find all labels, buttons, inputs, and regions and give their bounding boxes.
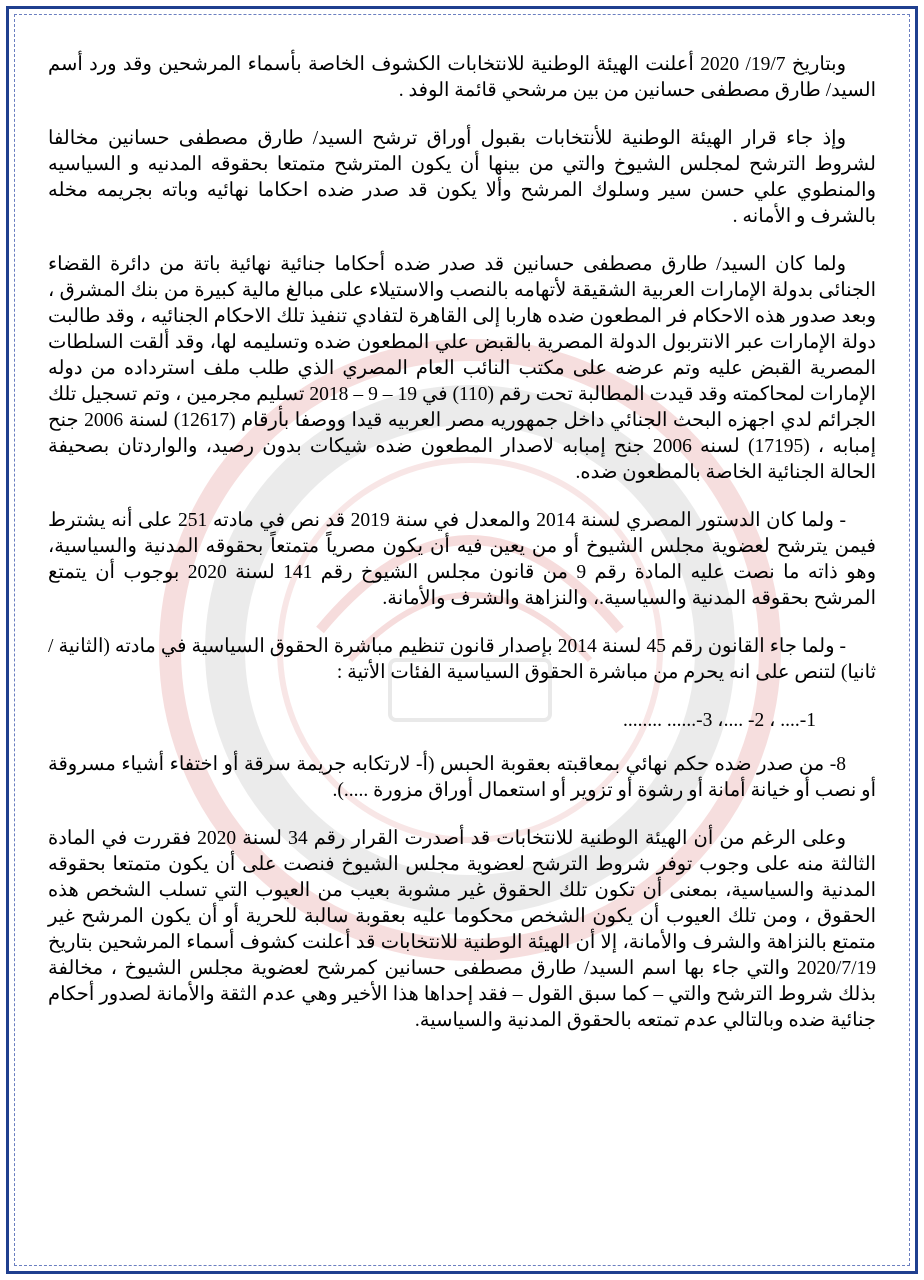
paragraph-criminal-record: ولما كان السيد/ طارق مصطفى حسانين قد صدر ضده أحكاما جنائية نهائية باتة من دائرة القضاء الجنائى بدولة الإمارات العربية الشقيقة لأتهامه بالنصب والاستيلاء على مبالغ مالية كبيرة من بنك المشرق ، وبعد صدور هذه الاحكام فر المطعون ضده هاربا إلى القاهرة لتفادي تنفيذ تلك الاحكام الجنائيه ، وقد طالبت دولة الإمارات عبر الانتربول الدولة المصرية بالقبض علي المطعون ضده وتسليمه لها، وقد ألقت السلطات المصرية القبض عليه وتم عرضه على مكتب النائب العام المصري الذي طلب ملف استرداده من دوله الإمارات لمحاكمته وقد قيدت المطالبة تحت رقم (110) في 19 – 9 – 2018 تسليم مجرمين ، وتم تسجيل تلك الجرائم لدي اجهزه البحث الجنائي داخل جمهوريه مصر العربيه قيدا ووصفا بأرقام (12617) لسنة 2006 جنح إمبابه ، (17195) لسنه 2006 جنح إمبابه لاصدار المطعون ضده شيكات بدون رصيد، والواردتان بصحيفة الحالة الجنائية الخاصة بالمطعون ضده.	[48, 254, 877, 483]
paragraph-list-items: 1-.... ، 2- ....، 3-...... ........	[623, 710, 816, 731]
paragraph-decision: وإذ جاء قرار الهيئة الوطنية للأنتخابات بقبول أوراق ترشح السيد/ طارق مصطفى حسانين مخالفا لشروط الترشح لمجلس الشيوخ والتي من بينها أن يكون المترشح متمتعا بحقوقه المدنيه و السياسيه والمنطوي علي حسن سير وسلوك المرشح وألا يكون قد صدر ضده احكاما نهائيه وباته بجريمه مخله بالشرف و الأمانه .	[48, 128, 876, 227]
paragraph-item-8: 8- من صدر ضده حكم نهائي بمعاقبته بعقوبة الحبس (أ- لارتكابه جريمة سرقة أو اختفاء أشياء مسروقة أو نصب أو خيانة أمانة أو رشوة أو تزوير أو استعمال أوراق مزورة .....).	[48, 754, 876, 801]
paragraph-constitution: - ولما كان الدستور المصري لسنة 2014 والمعدل في سنة 2019 قد نص في مادته 251 على أنه يشترط فيمن يترشح لعضوية مجلس الشيوخ أو من يعين فيه أن يكون مصرياً متمتعاً بحقوقه المدنية والسياسية، وهو ذاته ما نصت عليه المادة رقم 9 من قانون مجلس الشيوخ رقم 141 لسنة 2020 بوجوب أن يتمتع المرشح بحقوقه المدنية والسياسية.، والنزاهة والشرف والأمانة.	[48, 510, 876, 609]
paragraph-announcement: وبتاريخ 19/7/ 2020 أعلنت الهيئة الوطنية للانتخابات الكشوف الخاصة بأسماء المرشحين وقد ورد أسم السيد/ طارق مصطفى حسانين من بين مرشحي قائمة الوفد .	[48, 54, 876, 101]
document-body	[48, 52, 876, 1056]
paragraph-law-45: - ولما جاء القانون رقم 45 لسنة 2014 بإصدار قانون تنظيم مباشرة الحقوق السياسية في مادته (الثانية / ثانيا) لتنص على انه يحرم من مباشرة الحقوق السياسية الفئات الأتية :	[48, 636, 876, 683]
paragraph-conclusion: وعلى الرغم من أن الهيئة الوطنية للانتخابات قد أصدرت القرار رقم 34 لسنة 2020 فقررت في المادة الثالثة منه على وجوب توفر شروط الترشح لعضوية مجلس الشيوخ فنصت على أن يكون متمتعا بحقوقه المدنية والسياسية، بمعنى أن تكون تلك الحقوق غير مشوبة بعيب من العيوب التي تسلب الشخص هذه الحقوق ، ومن تلك العيوب أن يكون الشخص محكوما عليه بعقوبة سالبة للحرية أو أن يكون المرشح غير متمتع بالنزاهة والشرف والأمانة، إلا أن الهيئة الوطنية للانتخابات قد أعلنت كشوف أسماء المرشحين بتاريخ 2020/7/19 والتي جاء بها اسم السيد/ طارق مصطفى حسانين كمرشح لعضوية مجلس الشيوخ ، مخالفة بذلك شروط الترشح والتي – كما سبق القول – فقد إحداها هذا الأخير وهي عدم الثقة والأمانة لصدور أحكام جنائية ضده وبالتالي عدم تمتعه بالحقوق المدنية والسياسية.	[48, 828, 876, 1031]
